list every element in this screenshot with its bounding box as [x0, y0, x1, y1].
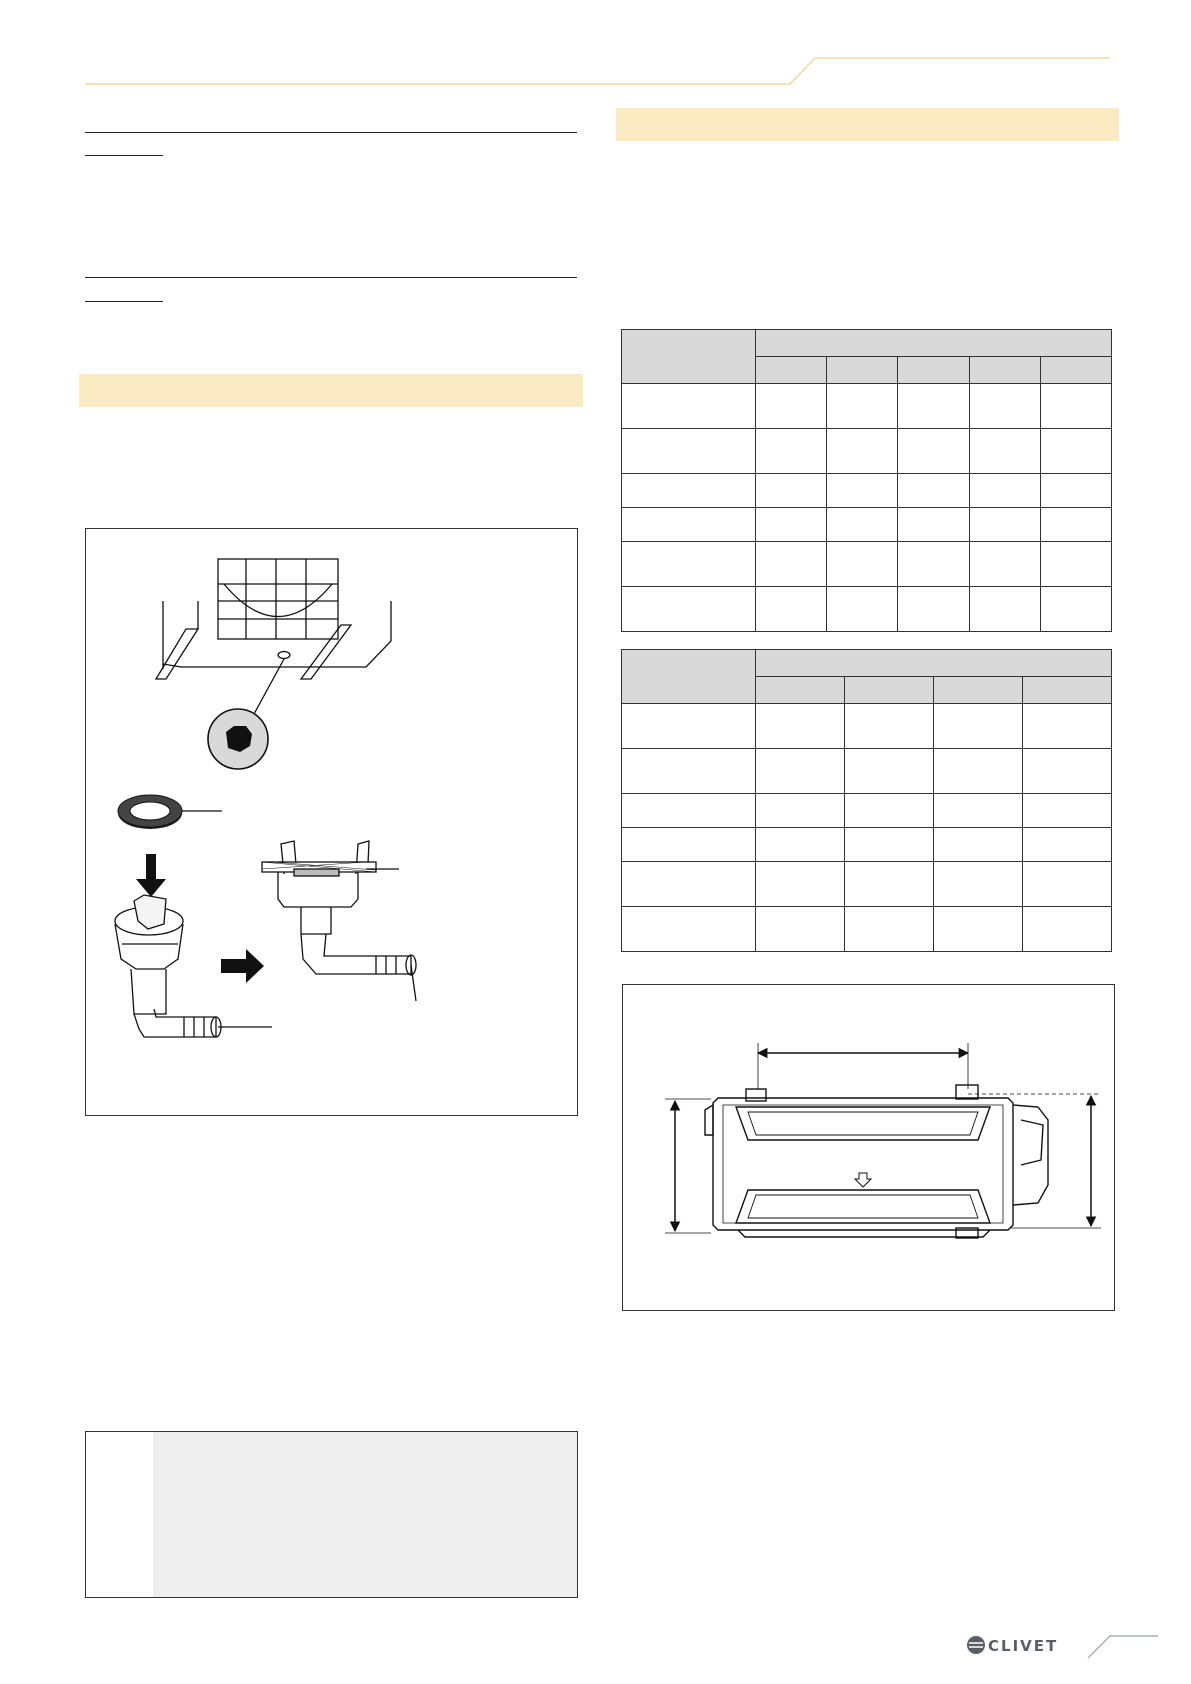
table-row — [622, 749, 1112, 794]
table-header-cell — [1023, 677, 1112, 704]
table-header-cell — [898, 357, 969, 384]
brand-logo — [960, 1618, 1160, 1662]
table-header-row — [622, 650, 1112, 677]
section-rule-short — [85, 155, 163, 156]
table-row — [622, 429, 1112, 474]
unit-dimension-figure — [622, 984, 1115, 1311]
table-header-cell — [756, 357, 827, 384]
table-row — [622, 907, 1112, 952]
table-header-cell — [1040, 357, 1111, 384]
header-accent-line — [0, 0, 1191, 100]
table-row — [622, 587, 1112, 632]
unit-dimension-diagram — [623, 985, 1114, 1310]
table-header-cell — [622, 650, 756, 704]
table-row — [622, 828, 1112, 862]
logo-mark-icon — [967, 1636, 985, 1654]
drain-fitting-diagram — [86, 529, 577, 1115]
table-header-cell — [969, 357, 1040, 384]
table-header-cell — [622, 330, 756, 384]
drain-fitting-figure — [85, 528, 578, 1116]
table-header-cell — [756, 650, 1112, 677]
spec-table-1 — [621, 329, 1112, 632]
table-row — [622, 704, 1112, 749]
table-row — [622, 474, 1112, 508]
table-row — [622, 384, 1112, 429]
table-row — [622, 508, 1112, 542]
brand-name: CLIVET — [988, 1637, 1059, 1655]
table-row — [622, 794, 1112, 828]
section-rule — [85, 132, 577, 133]
spec-table-2 — [621, 649, 1112, 952]
note-icon-area — [86, 1432, 153, 1597]
section-rule — [85, 277, 577, 278]
table-header-cell — [756, 330, 1112, 357]
note-body — [153, 1432, 577, 1597]
section-heading-band — [79, 374, 583, 407]
note-box — [85, 1431, 578, 1598]
table-header-cell — [756, 677, 845, 704]
section-rule-short — [85, 301, 163, 302]
table-row — [622, 862, 1112, 907]
table-header-cell — [934, 677, 1023, 704]
table-header-cell — [845, 677, 934, 704]
table-row — [622, 542, 1112, 587]
table-header-row — [622, 330, 1112, 357]
section-heading-band — [616, 108, 1119, 141]
table-header-cell — [827, 357, 898, 384]
